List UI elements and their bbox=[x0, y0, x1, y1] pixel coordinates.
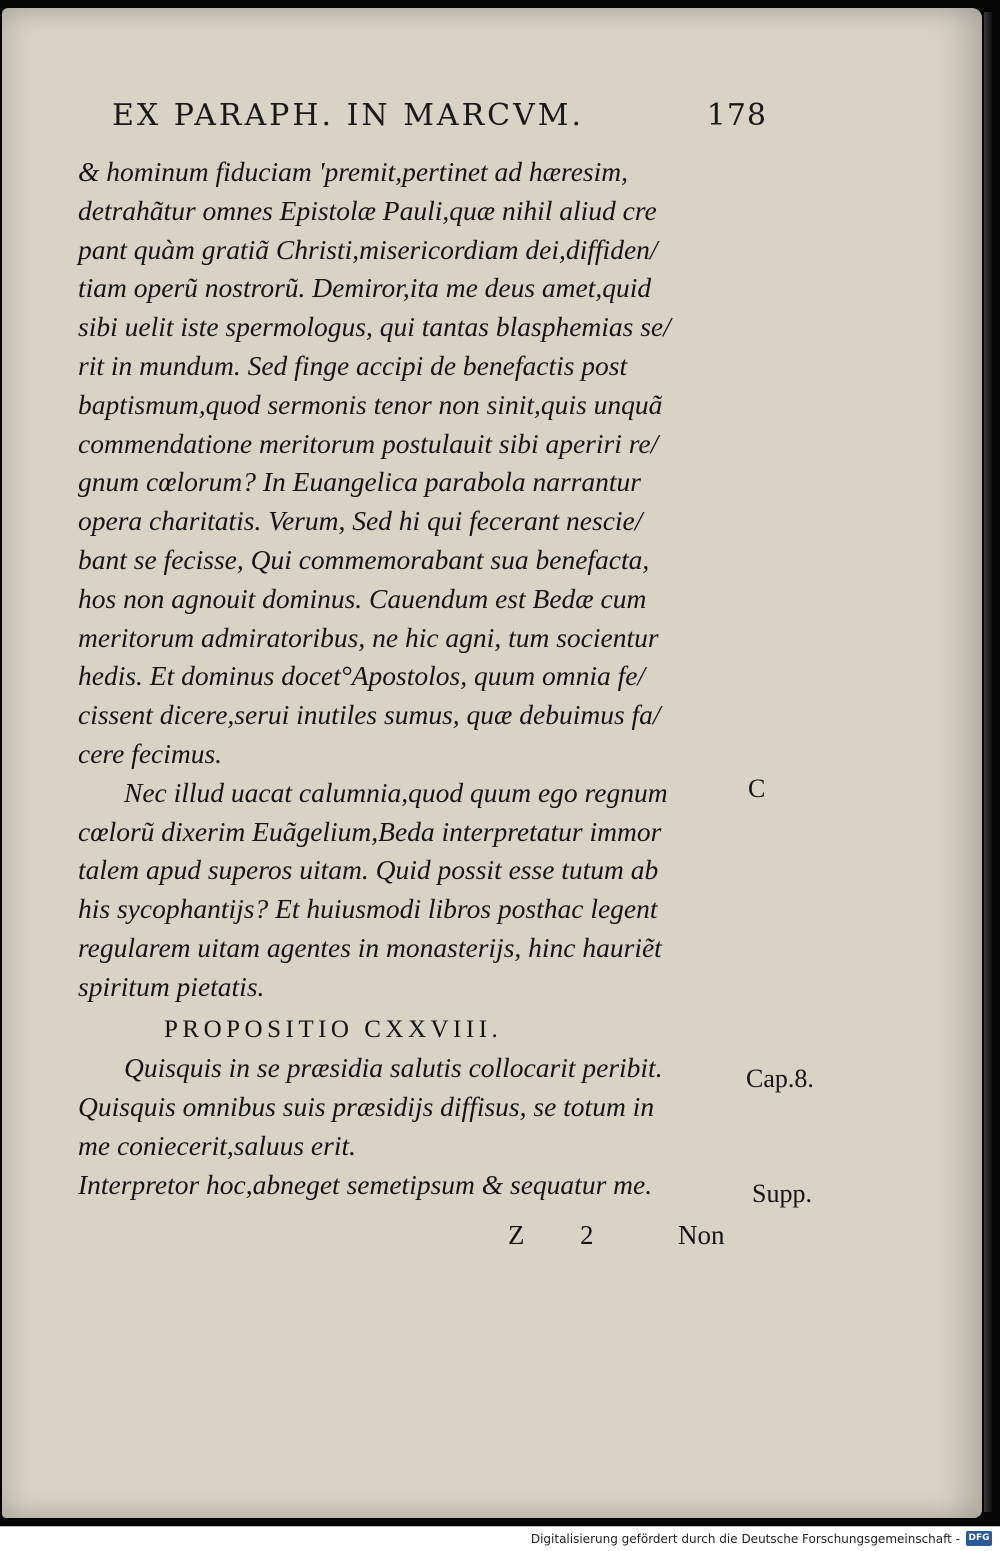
page-edge bbox=[984, 12, 992, 1512]
text-line: hos non agnouit dominus. Cauendum est Bedæ cum bbox=[78, 582, 647, 614]
text-line: cœlorũ dixerim Euãgelium,Beda interpretatur immor bbox=[78, 815, 662, 847]
text-line: bant se fecisse, Qui commemorabant sua benefacta, bbox=[78, 543, 650, 575]
footer-bar bbox=[0, 1526, 1000, 1551]
text-line: opera charitatis. Verum, Sed hi qui fecerant nescie/ bbox=[78, 505, 643, 537]
text-line: spiritum pietatis. bbox=[78, 970, 265, 1002]
text-line: me coniecerit,saluus erit. bbox=[78, 1129, 356, 1161]
paragraph-2 bbox=[78, 774, 738, 1007]
text-line: detrahãtur omnes Epistolæ Pauli,quæ nihil aliud cre bbox=[78, 194, 657, 226]
signature-number: 2 bbox=[580, 1220, 594, 1250]
text-line: rit in mundum. Sed finge accipi de benefactis post bbox=[78, 349, 628, 381]
text-line: & hominum fiduciam 'premit,pertinet ad hæresim, bbox=[78, 156, 628, 187]
text-line: Interpretor hoc,abneget semetipsum & sequatur me. bbox=[78, 1168, 653, 1200]
text-line: tiam operũ nostrorũ. Demiror,ita me deus amet,quid bbox=[78, 272, 652, 304]
paragraph-3 bbox=[78, 1049, 738, 1204]
dfg-logo-icon: DFG bbox=[966, 1531, 992, 1546]
text-line: baptismum,quod sermonis tenor non sinit,quis unquã bbox=[78, 388, 663, 420]
text-line: talem apud superos uitam. Quid possit esse tutum ab bbox=[78, 854, 659, 886]
text-line: gnum cœlorum? In Euangelica parabola narrantur bbox=[78, 466, 641, 498]
text-line: Quisquis omnibus suis præsidijs diffisus, se totum in bbox=[78, 1091, 655, 1123]
text-line: cissent dicere,serui inutiles sumus, quæ debuimus fa/ bbox=[78, 699, 661, 731]
folio-number: 178 bbox=[706, 98, 767, 133]
text-line: Nec illud uacat calumnia,quod quum ego regnum bbox=[124, 776, 668, 808]
margin-note-cap: Cap.8. bbox=[746, 1064, 814, 1093]
margin-note-c: C bbox=[748, 774, 766, 803]
text-line: Quisquis in se præsidia salutis collocarit peribit. bbox=[124, 1052, 663, 1084]
footer-credit: Digitalisierung gefördert durch die Deutsche Forschungsgemeinschaft - bbox=[530, 1532, 960, 1546]
proposition-heading: PROPOSITIO CXXVIII. bbox=[164, 1015, 503, 1043]
running-head-title: EX PARAPH. IN MARCVM. bbox=[112, 98, 585, 133]
text-line: his sycophantijs? Et huiusmodi libros posthac legent bbox=[78, 893, 658, 925]
text-line: pant quàm gratiã Christi,misericordiam dei,diffiden/ bbox=[78, 233, 658, 265]
text-line: hedis. Et dominus docet°Apostolos, quum omnia fe/ bbox=[78, 660, 646, 692]
margin-note-supp: Supp. bbox=[752, 1179, 812, 1208]
text-line: sibi uelit iste spermologus, qui tantas blasphemias se/ bbox=[78, 311, 671, 343]
catchword: Non bbox=[678, 1220, 725, 1250]
body-text bbox=[78, 153, 738, 1205]
text-line: commendatione meritorum postulauit sibi aperiri re/ bbox=[78, 427, 659, 459]
text-line: regularem uitam agentes in monasterijs, hinc hauriẽt bbox=[78, 931, 662, 963]
text-line: meritorum admiratoribus, ne hic agni, tum socientur bbox=[78, 621, 659, 653]
text-line: cere fecimus. bbox=[78, 737, 223, 769]
signature-mark: Z bbox=[508, 1220, 525, 1250]
paragraph-1 bbox=[78, 153, 738, 774]
